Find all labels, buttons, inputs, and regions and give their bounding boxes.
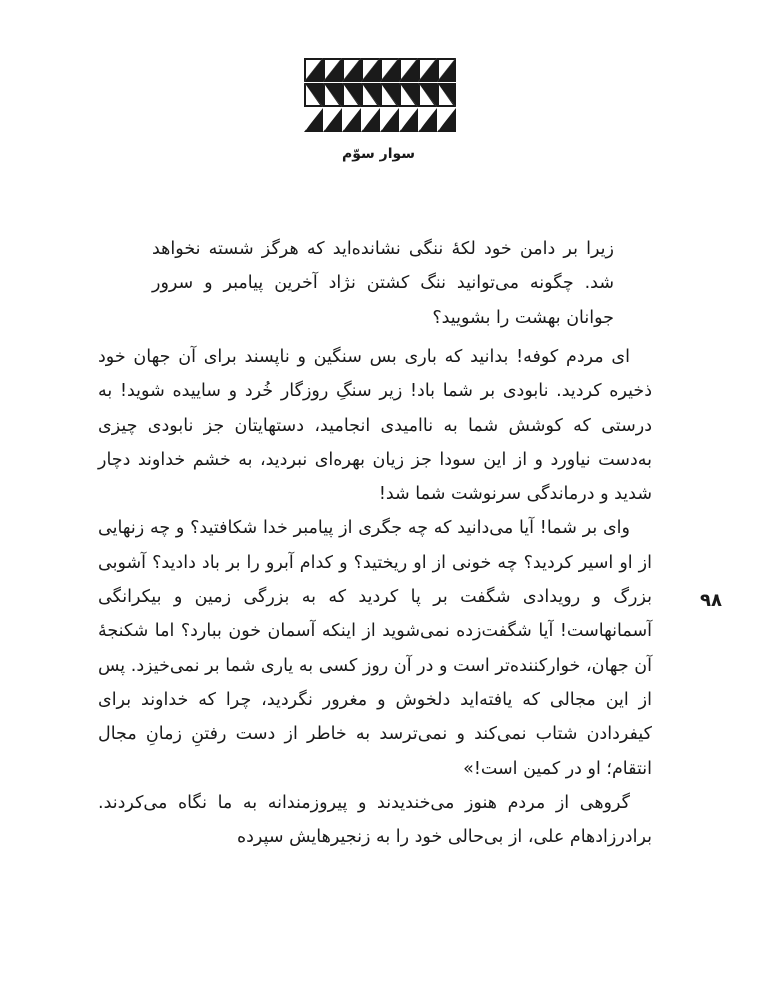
paragraph-3: گروهی از مردم هنوز می‌خندیدند و پیروزمندانه به ما نگاه می‌کردند. برادرزادهام علی، از بی‌حالی خود را به زنجیرهایش سپرده (98, 792, 652, 848)
chapter-title: سوار سوّم (341, 146, 416, 162)
quote-block (98, 232, 652, 335)
triangle-pattern-ornament (304, 58, 458, 132)
body-text (98, 340, 652, 854)
paragraph-2: وای بر شما! آیا می‌دانید که چه جگری از پیامبر خدا شکافتید؟ و چه زنهایی از او اسیر کردید؟ چه خونی از او ریختید؟ و کدام آبرو را بر باد دادید؟ آشوبی بزرگ و رویدادی شگفت بر پا کردید که به بزرگی زمین و بیکرانگی آسمانهاست! آیا شگفت‌زده نمی‌شوید از اینکه آسمان خون ببارد؟ اما شکنجهٔ آن جهان، خوارکننده‌تر است و در آن روز کسی به یاری شما بر نمی‌خیزد. پس از این مجالی که یافته‌اید دلخوش و مغرور نگردید، چرا که خداوند برای کیفردادن شتاب نمی‌کند و نمی‌ترسد به خاطر از دست رفتنِ زمانِ مجال انتقام؛ او در کمین است!» (98, 518, 652, 779)
quote-paragraph: زیرا بر دامن خود لکهٔ ننگی نشانده‌اید که هرگز شسته نخواهد شد. چگونه می‌توانید ننگ کشتن نژاد آخرین پیامبر و سرور جوانان بهشت را بشویید؟ (152, 239, 614, 328)
page-number: ۹۸ (700, 590, 722, 611)
paragraph-1: ای مردم کوفه! بدانید که باری بس سنگین و ناپسند برای آن جهان خود ذخیره کردید. نابودی بر شما باد! زیر سنگِ روزگار خُرد و ساییده شوید! به درستی که کوشش شما به ناامیدی انجامید، دستهایتان جز نابودی چیزی به‌دست نیاورد و از این سودا جز زیان بهره‌ای نبردید، به خشم خداوند دچار شدید و درماندگی سرنوشت شما شد! (98, 347, 652, 505)
